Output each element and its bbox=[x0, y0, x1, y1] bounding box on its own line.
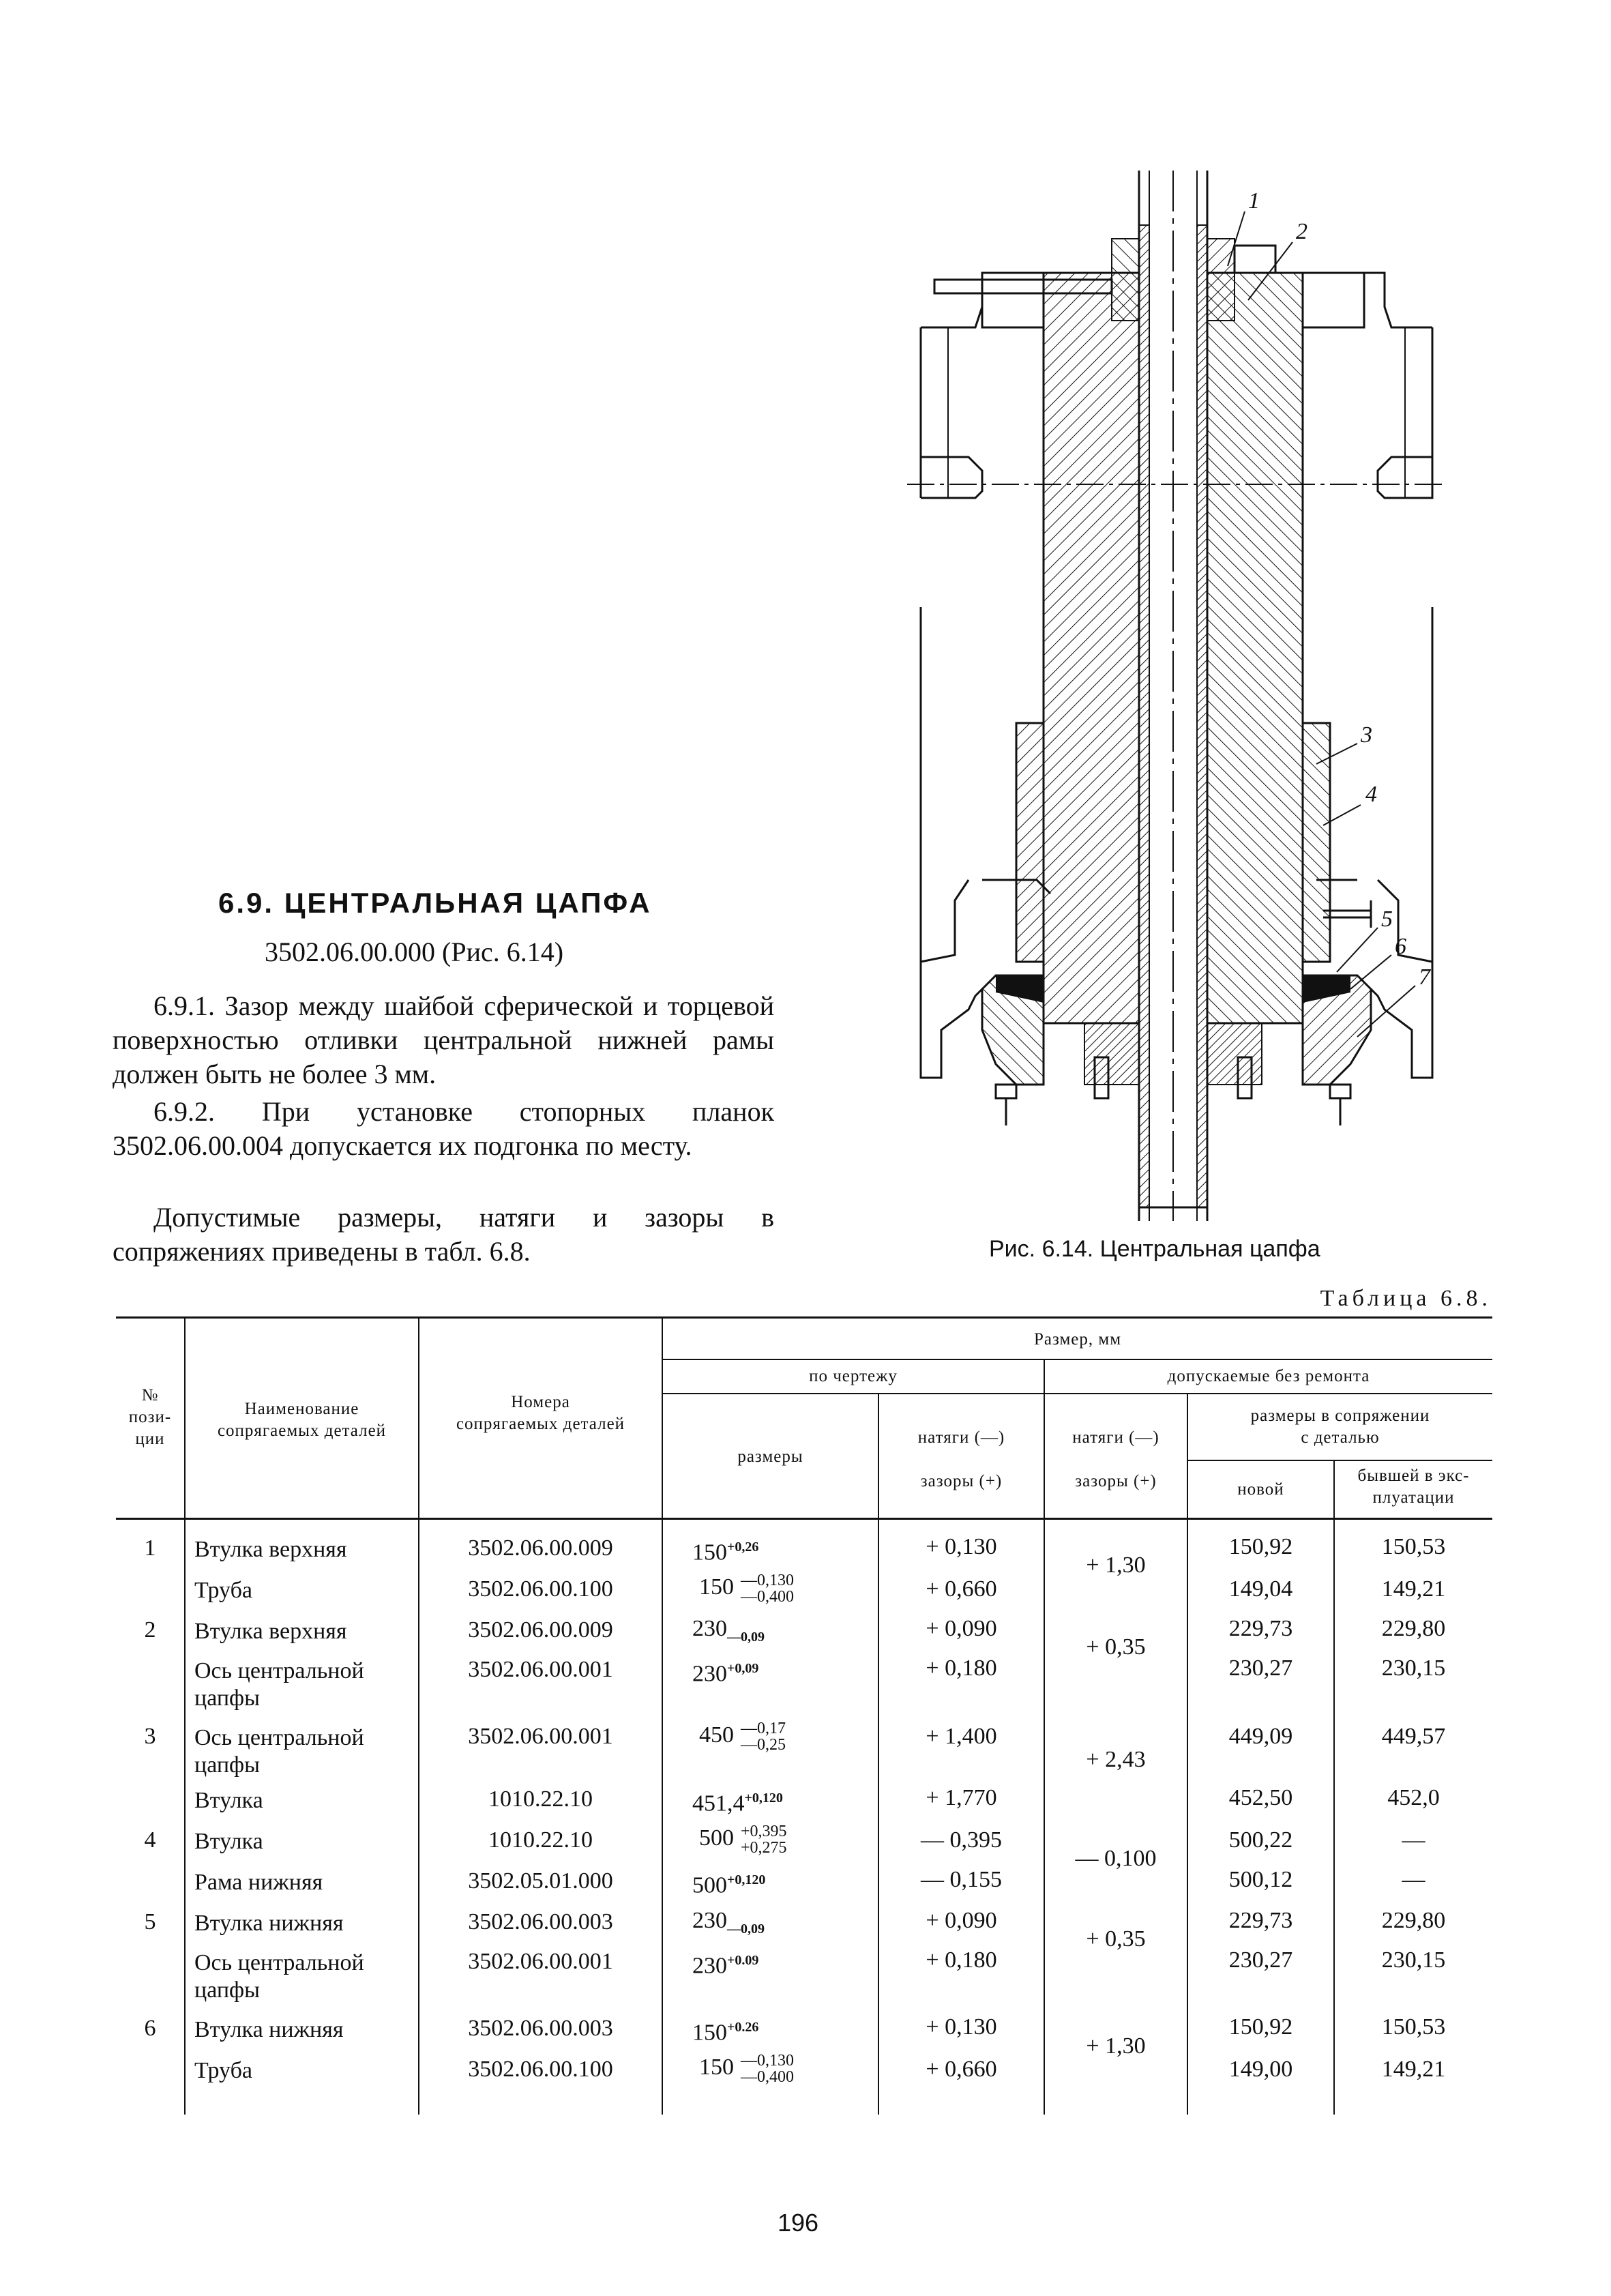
cell-name: Труба bbox=[194, 1578, 252, 1603]
header-numbers: Номера сопрягаемых деталей bbox=[456, 1393, 625, 1433]
cell-used: — bbox=[1402, 1867, 1425, 1892]
cell-size: 450 —0,17 —0,25 bbox=[699, 1720, 786, 1754]
cell-name: Втулка верхняя bbox=[194, 1619, 347, 1644]
tolerances-table bbox=[116, 1316, 1492, 2115]
cell-drawing-fit: + 0,090 bbox=[926, 1908, 997, 1933]
cell-allowed-fit: + 1,30 bbox=[1086, 1552, 1146, 1578]
cell-used: 449,57 bbox=[1381, 1724, 1446, 1749]
cell-size: $230_{—0,09}$ bbox=[692, 1616, 765, 1645]
cell-used: 149,21 bbox=[1381, 1576, 1446, 1602]
cell-allowed-fit: — 0,100 bbox=[1075, 1846, 1157, 1871]
cell-name: Втулка bbox=[194, 1788, 263, 1813]
cell-name: Втулка нижняя bbox=[194, 2017, 344, 2042]
callout-2: 2 bbox=[1296, 219, 1307, 244]
cell-used: 150,53 bbox=[1381, 2014, 1446, 2040]
cell-new: 149,00 bbox=[1228, 2057, 1293, 2082]
cell-drawing-fit: — 0,395 bbox=[921, 1827, 1002, 1853]
cell-allowed-fit: + 1,30 bbox=[1086, 2033, 1146, 2059]
cell-number: 1010.22.10 bbox=[488, 1786, 593, 1812]
cell-used: — bbox=[1402, 1827, 1425, 1853]
callout-7: 7 bbox=[1419, 965, 1430, 990]
cell-size: $230_{—0,09}$ bbox=[692, 1908, 765, 1937]
cell-used: 150,53 bbox=[1381, 1534, 1446, 1559]
cell-size: $230^{+0.09}$ bbox=[692, 1953, 759, 1979]
cell-size: 150 —0,130 —0,400 bbox=[699, 1572, 794, 1606]
cell-used: 229,80 bbox=[1381, 1908, 1446, 1933]
header-new: новой bbox=[1237, 1480, 1284, 1499]
cell-number: 3502.06.00.001 bbox=[468, 1949, 613, 1974]
header-name: Наименование сопрягаемых деталей bbox=[217, 1400, 387, 1440]
cell-new: 230,27 bbox=[1228, 1947, 1293, 1973]
cell-new: 500,22 bbox=[1228, 1827, 1293, 1853]
cell-number: 1010.22.10 bbox=[488, 1827, 593, 1853]
cell-size: $150^{+0.26}$ bbox=[692, 2020, 759, 2046]
cell-pos: 5 bbox=[144, 1909, 156, 1934]
cell-pos: 6 bbox=[144, 2016, 156, 2041]
cell-pos: 1 bbox=[144, 1535, 156, 1561]
cell-new: 500,12 bbox=[1228, 1867, 1293, 1892]
cell-new: 449,09 bbox=[1228, 1724, 1293, 1749]
section-code: 3502.06.00.000 (Рис. 6.14) bbox=[265, 937, 564, 967]
cell-drawing-fit: + 1,770 bbox=[926, 1785, 997, 1810]
cell-new: 150,92 bbox=[1228, 2014, 1293, 2040]
header-by-drawing: по чертежу bbox=[809, 1367, 898, 1385]
header-mating-sizes: размеры в сопряжении с деталью bbox=[1250, 1407, 1430, 1447]
cell-allowed-fit: + 2,43 bbox=[1086, 1747, 1146, 1772]
cell-size: $451,4^{+0,120}$ bbox=[692, 1791, 783, 1816]
cell-pos: 2 bbox=[144, 1617, 156, 1643]
cell-new: 149,04 bbox=[1228, 1576, 1293, 1602]
cell-size: $500^{+0,120}$ bbox=[692, 1872, 766, 1898]
callout-1: 1 bbox=[1248, 188, 1260, 214]
header-drawing-fit: натяги (—) зазоры (+) bbox=[917, 1428, 1005, 1490]
cell-used: 452,0 bbox=[1387, 1785, 1440, 1810]
callout-5: 5 bbox=[1381, 907, 1393, 932]
cell-name: Втулка bbox=[194, 1829, 263, 1854]
cell-name: Втулка нижняя bbox=[194, 1911, 344, 1936]
cell-drawing-fit: + 0,660 bbox=[926, 2057, 997, 2082]
section-title: 6.9. ЦЕНТРАЛЬНАЯ ЦАПФА bbox=[218, 887, 652, 919]
cell-number: 3502.06.00.009 bbox=[468, 1535, 613, 1561]
cell-used: 230,15 bbox=[1381, 1655, 1446, 1681]
cell-drawing-fit: + 0,130 bbox=[926, 2014, 997, 2040]
cell-allowed-fit: + 0,35 bbox=[1086, 1634, 1146, 1660]
cell-size: 500 +0,395 +0,275 bbox=[699, 1823, 787, 1857]
figure-caption: Рис. 6.14. Центральная цапфа bbox=[989, 1236, 1320, 1262]
cell-name: Рама нижняя bbox=[194, 1870, 323, 1895]
callout-3: 3 bbox=[1361, 722, 1372, 748]
cell-used: 230,15 bbox=[1381, 1947, 1446, 1973]
header-size: Размер, мм bbox=[1033, 1330, 1122, 1349]
cell-name: Труба bbox=[194, 2058, 252, 2083]
cell-new: 150,92 bbox=[1228, 1534, 1293, 1559]
cell-new: 229,73 bbox=[1228, 1908, 1293, 1933]
cell-new: 229,73 bbox=[1228, 1616, 1293, 1641]
cell-number: 3502.06.00.100 bbox=[468, 2057, 613, 2082]
cell-new: 452,50 bbox=[1228, 1785, 1293, 1810]
central-trunnion-drawing bbox=[880, 171, 1473, 1221]
cell-used: 149,21 bbox=[1381, 2057, 1446, 2082]
cell-size: $230^{+0,09}$ bbox=[692, 1661, 759, 1687]
cell-drawing-fit: + 1,400 bbox=[926, 1724, 997, 1749]
cell-name: Втулка верхняя bbox=[194, 1537, 347, 1562]
cell-number: 3502.06.00.100 bbox=[468, 1576, 613, 1602]
page-number: 196 bbox=[778, 2209, 819, 2237]
cell-number: 3502.06.00.003 bbox=[468, 1909, 613, 1934]
table-label: Таблица 6.8. bbox=[1320, 1286, 1492, 1311]
cell-number: 3502.06.00.001 bbox=[468, 1657, 613, 1682]
header-allowed-fit: натяги (—) зазоры (+) bbox=[1072, 1428, 1159, 1490]
cell-number: 3502.06.00.003 bbox=[468, 2016, 613, 2041]
cell-pos: 4 bbox=[144, 1827, 156, 1853]
header-position: № пози- ции bbox=[128, 1386, 172, 1448]
cell-number: 3502.06.00.001 bbox=[468, 1724, 613, 1749]
header-allowed: допускаемые без ремонта bbox=[1167, 1367, 1370, 1385]
cell-drawing-fit: + 0,130 bbox=[926, 1534, 997, 1559]
cell-number: 3502.05.01.000 bbox=[468, 1868, 613, 1894]
paragraph-tolerances: Допустимые размеры, натяги и зазоры в сопряжениях приведены в табл. 6.8. bbox=[113, 1202, 774, 1267]
cell-size: $150^{+0,26}$ bbox=[692, 1540, 759, 1565]
cell-allowed-fit: + 0,35 bbox=[1086, 1926, 1146, 1952]
cell-name: Ось центральной цапфы bbox=[194, 1725, 364, 1778]
cell-size: 150 —0,130 —0,400 bbox=[699, 2052, 794, 2086]
header-sizes: размеры bbox=[737, 1447, 803, 1466]
cell-name: Ось центральной цапфы bbox=[194, 1950, 364, 2003]
cell-pos: 3 bbox=[144, 1724, 156, 1749]
cell-name: Ось центральной цапфы bbox=[194, 1658, 364, 1711]
paragraph-6-9-1: 6.9.1. Зазор между шайбой сферической и торцевой поверхностью отливки центральной нижней рамы должен быть не более 3 мм. bbox=[113, 990, 774, 1089]
header-used: бывшей в экс- плуатации bbox=[1357, 1467, 1470, 1507]
cell-used: 229,80 bbox=[1381, 1616, 1446, 1641]
cell-drawing-fit: + 0,660 bbox=[926, 1576, 997, 1602]
cell-new: 230,27 bbox=[1228, 1655, 1293, 1681]
cell-drawing-fit: + 0,180 bbox=[926, 1655, 997, 1681]
cell-number: 3502.06.00.009 bbox=[468, 1617, 613, 1643]
cell-drawing-fit: + 0,180 bbox=[926, 1947, 997, 1973]
callout-6: 6 bbox=[1395, 934, 1406, 959]
paragraph-6-9-2: 6.9.2. При установке стопорных планок 3502.06.00.004 допускается их подгонка по месту. bbox=[113, 1096, 774, 1161]
cell-drawing-fit: — 0,155 bbox=[921, 1867, 1002, 1892]
cell-drawing-fit: + 0,090 bbox=[926, 1616, 997, 1641]
callout-4: 4 bbox=[1365, 782, 1377, 807]
